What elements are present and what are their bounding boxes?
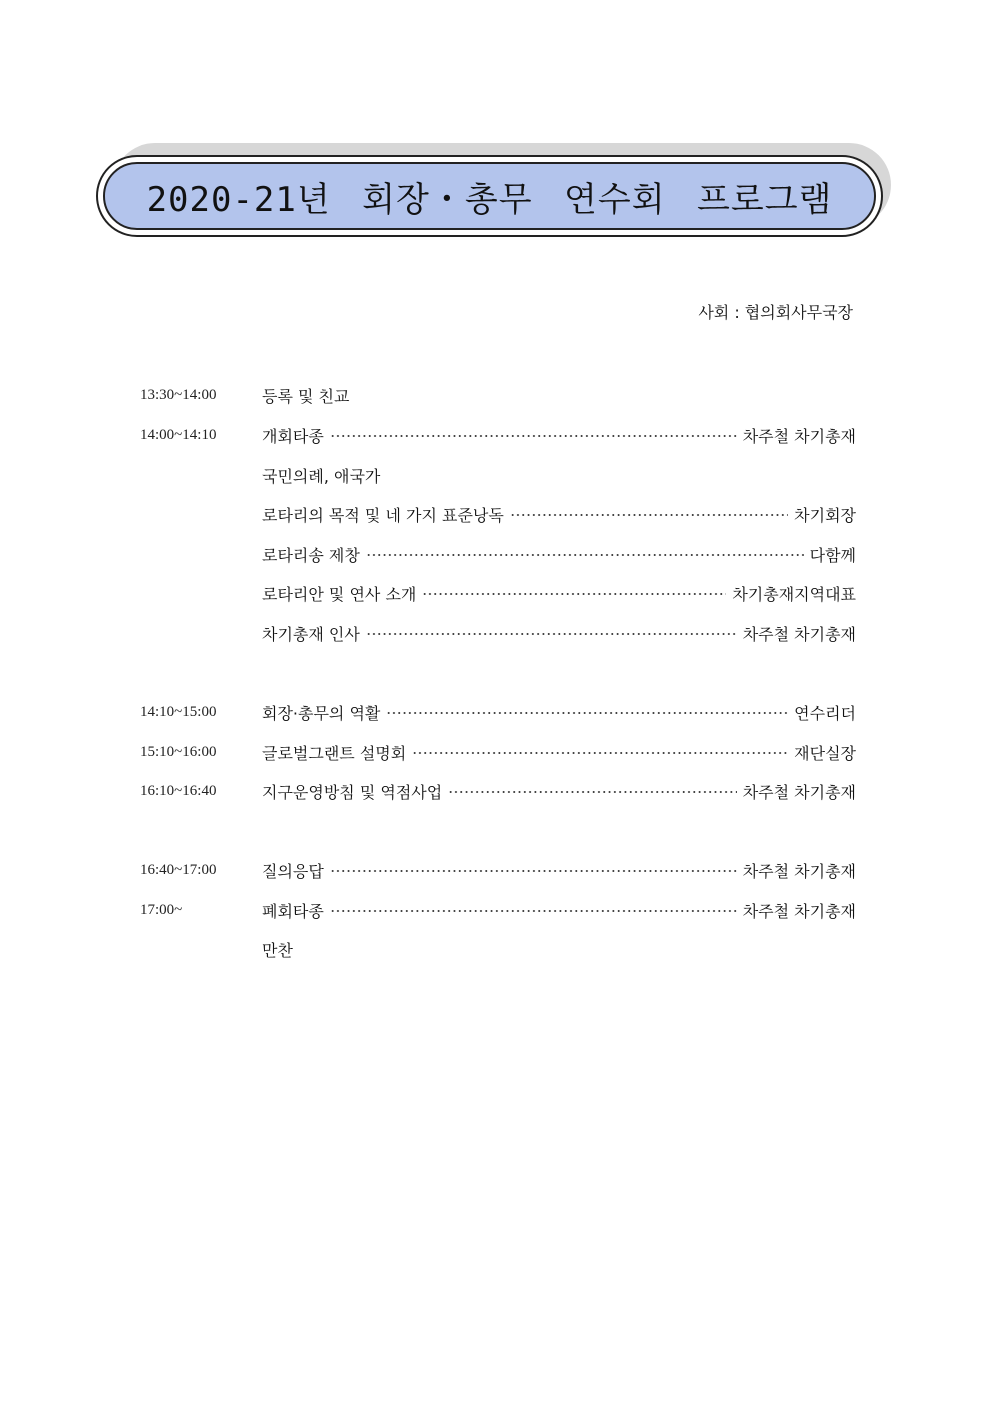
schedule-time: 16:10~16:40 (140, 782, 217, 799)
schedule-row (140, 857, 856, 883)
schedule-presenter: 연수리더 (794, 703, 856, 723)
schedule-row (140, 936, 856, 962)
dot-leader (422, 593, 726, 595)
schedule-item: 글로벌그랜트 설명회 (262, 743, 407, 763)
schedule-presenter: 차주철 차기총재 (742, 426, 856, 446)
schedule-item: 국민의례, 애국가 (262, 466, 381, 486)
schedule-row (140, 778, 856, 804)
host-line: 사회 : 협의회사무국장 (698, 303, 853, 322)
title-banner (96, 155, 883, 237)
schedule-row (140, 462, 856, 488)
schedule-item: 로타리안 및 연사 소개 (262, 584, 417, 604)
schedule-item: 지구운영방침 및 역점사업 (262, 782, 443, 802)
schedule-row (140, 382, 856, 408)
schedule-presenter: 차기총재지역대표 (732, 584, 856, 604)
schedule-time: 17:00~ (140, 901, 183, 918)
schedule-presenter: 차기회장 (794, 505, 856, 525)
schedule-presenter: 재단실장 (794, 743, 856, 763)
dot-leader (510, 514, 788, 516)
schedule-row (140, 699, 856, 725)
title-banner-inner (103, 162, 876, 230)
schedule-item: 회장·총무의 역활 (262, 703, 381, 723)
schedule-time: 14:10~15:00 (140, 703, 217, 720)
schedule-row (140, 541, 856, 567)
schedule-item: 질의응답 (262, 861, 324, 881)
dot-leader (412, 752, 788, 754)
dot-leader (330, 435, 737, 437)
schedule-item: 만찬 (262, 940, 293, 960)
schedule-row (140, 580, 856, 606)
schedule-presenter: 차주철 차기총재 (742, 901, 856, 921)
schedule-row (140, 897, 856, 923)
schedule-item: 개회타종 (262, 426, 324, 446)
schedule-item: 차기총재 인사 (262, 624, 360, 644)
schedule-time: 16:40~17:00 (140, 861, 217, 878)
schedule-presenter: 차주철 차기총재 (742, 861, 856, 881)
dot-leader (366, 633, 737, 635)
dot-leader (330, 910, 737, 912)
schedule-time: 14:00~14:10 (140, 426, 217, 443)
schedule-presenter: 차주철 차기총재 (742, 624, 856, 644)
schedule-presenter: 차주철 차기총재 (742, 782, 856, 802)
schedule-item: 폐회타종 (262, 901, 324, 921)
schedule-presenter: 다함께 (809, 545, 856, 565)
dot-leader (448, 791, 737, 793)
schedule-item: 등록 및 친교 (262, 386, 350, 406)
dot-leader (366, 554, 804, 556)
schedule-time: 15:10~16:00 (140, 743, 217, 760)
schedule-time: 13:30~14:00 (140, 386, 217, 403)
schedule-item: 로타리의 목적 및 네 가지 표준낭독 (262, 505, 504, 525)
schedule-item: 로타리송 제창 (262, 545, 360, 565)
schedule-row (140, 620, 856, 646)
schedule-row (140, 501, 856, 527)
schedule-row (140, 739, 856, 765)
schedule-row (140, 422, 856, 448)
dot-leader (330, 870, 737, 872)
page-title: 2020-21년 회장・총무 연수회 프로그램 (146, 179, 833, 220)
dot-leader (386, 712, 788, 714)
